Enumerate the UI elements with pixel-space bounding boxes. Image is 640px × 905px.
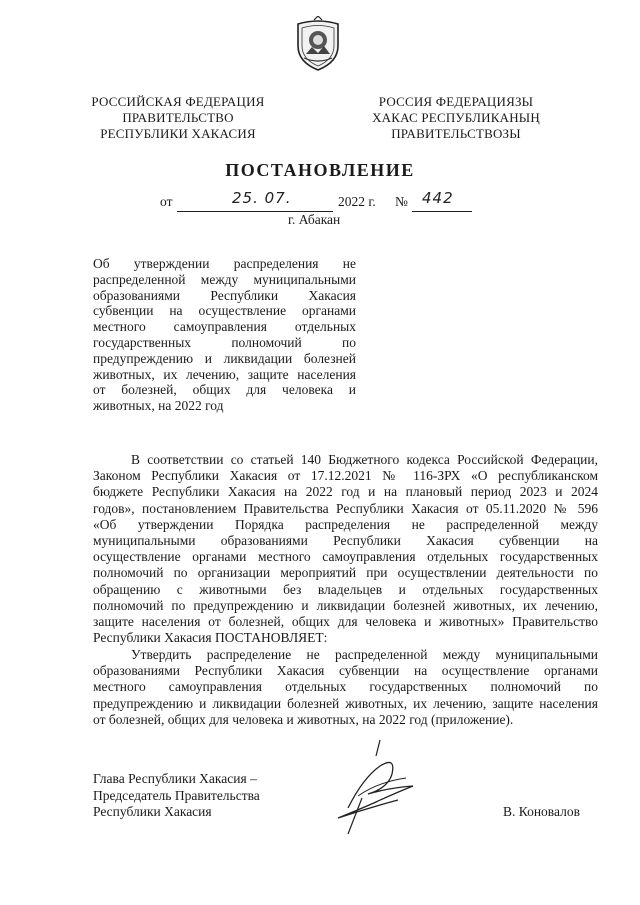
date-from-label: от	[160, 194, 173, 209]
paragraph-line: «Об утверждении Порядка распределения не распределенной между	[93, 516, 598, 532]
subject-line: местного самоуправления отдельных	[93, 319, 356, 335]
paragraph-line: годов», постановлением Правительства Республики Хакасия от 05.11.2020 № 596	[93, 500, 598, 516]
signer-position-line: Председатель Правительства	[93, 787, 260, 803]
document-title: ПОСТАНОВЛЕНИЕ	[225, 160, 415, 180]
subject-line: распределенной между муниципальными	[93, 271, 356, 287]
header-right-line: ПРАВИТЕЛЬСТВОЗЫ	[391, 126, 521, 141]
header-right	[356, 94, 556, 142]
subject-line: Об утверждении распределения не	[93, 256, 356, 271]
header-right-line: РОССИЯ ФЕДЕРАЦИЯЗЫ	[378, 94, 534, 109]
paragraph-line: обращению с животными без владельцев и отдельных государственных	[93, 581, 598, 597]
subject-line: государственных полномочий по	[93, 334, 356, 350]
subject-line: предупреждению и ликвидации болезней	[93, 350, 356, 366]
subject-block	[93, 256, 356, 414]
paragraph-line: местного самоуправления отдельных государственных полномочий по	[93, 679, 598, 695]
paragraph-line: В соответствии со статьей 140 Бюджетного кодекса Российской Федерации,	[131, 452, 598, 467]
header-left-line: РОССИЙСКАЯ ФЕДЕРАЦИЯ	[91, 94, 265, 109]
signer-position	[93, 771, 260, 821]
date-line	[160, 189, 480, 212]
header-left-line: РЕСПУБЛИКИ ХАКАСИЯ	[100, 126, 256, 141]
signer-position-line: Республики Хакасия	[93, 804, 212, 819]
resolution-paragraph	[93, 647, 598, 728]
handwritten-date: 25. 07.	[232, 189, 292, 207]
signer-name: В. Коновалов	[503, 804, 580, 819]
paragraph-line: муниципальными образованиями Республики Хакасия субвенции на	[93, 533, 598, 549]
subject-line: субвенции на осуществление органами	[93, 303, 356, 319]
paragraph-line: Законом Республики Хакасия от 17.12.2021 № 116-ЗРХ «О республиканском	[93, 468, 598, 484]
paragraph-line: защите населения от болезней, общих для человека и животных» Правительство	[93, 614, 598, 630]
subject-line: животных, на 2022 год	[93, 398, 224, 414]
paragraph-line: Республики Хакасия ПОСТАНОВЛЯЕТ:	[93, 630, 328, 646]
handwritten-number: 442	[422, 189, 454, 207]
year-label: 2022 г.	[338, 194, 376, 209]
paragraph-line: полномочий по предупреждению и ликвидации болезней животных, их лечению,	[93, 597, 598, 613]
subject-line: образованиями Республики Хакасия	[93, 287, 356, 303]
paragraph-line: образованиями Республики Хакасия субвенции на осуществление органами	[93, 663, 598, 679]
subject-line: животных, их лечению, защите населения	[93, 366, 356, 382]
preamble-paragraph	[93, 452, 598, 646]
coat-of-arms-emblem	[292, 16, 344, 72]
number-label: №	[395, 194, 408, 209]
city-label: г. Абакан	[288, 212, 341, 227]
paragraph-line: осуществление органами местного самоуправления отдельных государственных	[93, 549, 598, 565]
header-left	[78, 94, 278, 142]
paragraph-line: от болезней, общих для человека и животных, на 2022 год (приложение).	[93, 711, 514, 727]
paragraph-line: предупреждению и ликвидации болезней животных, их лечению, защите населения	[93, 695, 598, 711]
header-right-line: ХАКАС РЕСПУБЛИКАНЫҢ	[372, 110, 540, 125]
header-left-line: ПРАВИТЕЛЬСТВО	[122, 110, 234, 125]
paragraph-line: полномочий по организации мероприятий при осуществлении деятельности по	[93, 565, 598, 581]
paragraph-line: Утвердить распределение не распределенной между муниципальными	[131, 647, 598, 662]
handwritten-signature	[318, 738, 438, 838]
number-underline	[412, 211, 472, 212]
signer-position-line: Глава Республики Хакасия –	[93, 771, 257, 786]
paragraph-line: бюджете Республики Хакасия на 2022 год и на плановый период 2023 и 2024	[93, 484, 598, 500]
subject-line: от болезней, общих для человека и	[93, 382, 356, 398]
